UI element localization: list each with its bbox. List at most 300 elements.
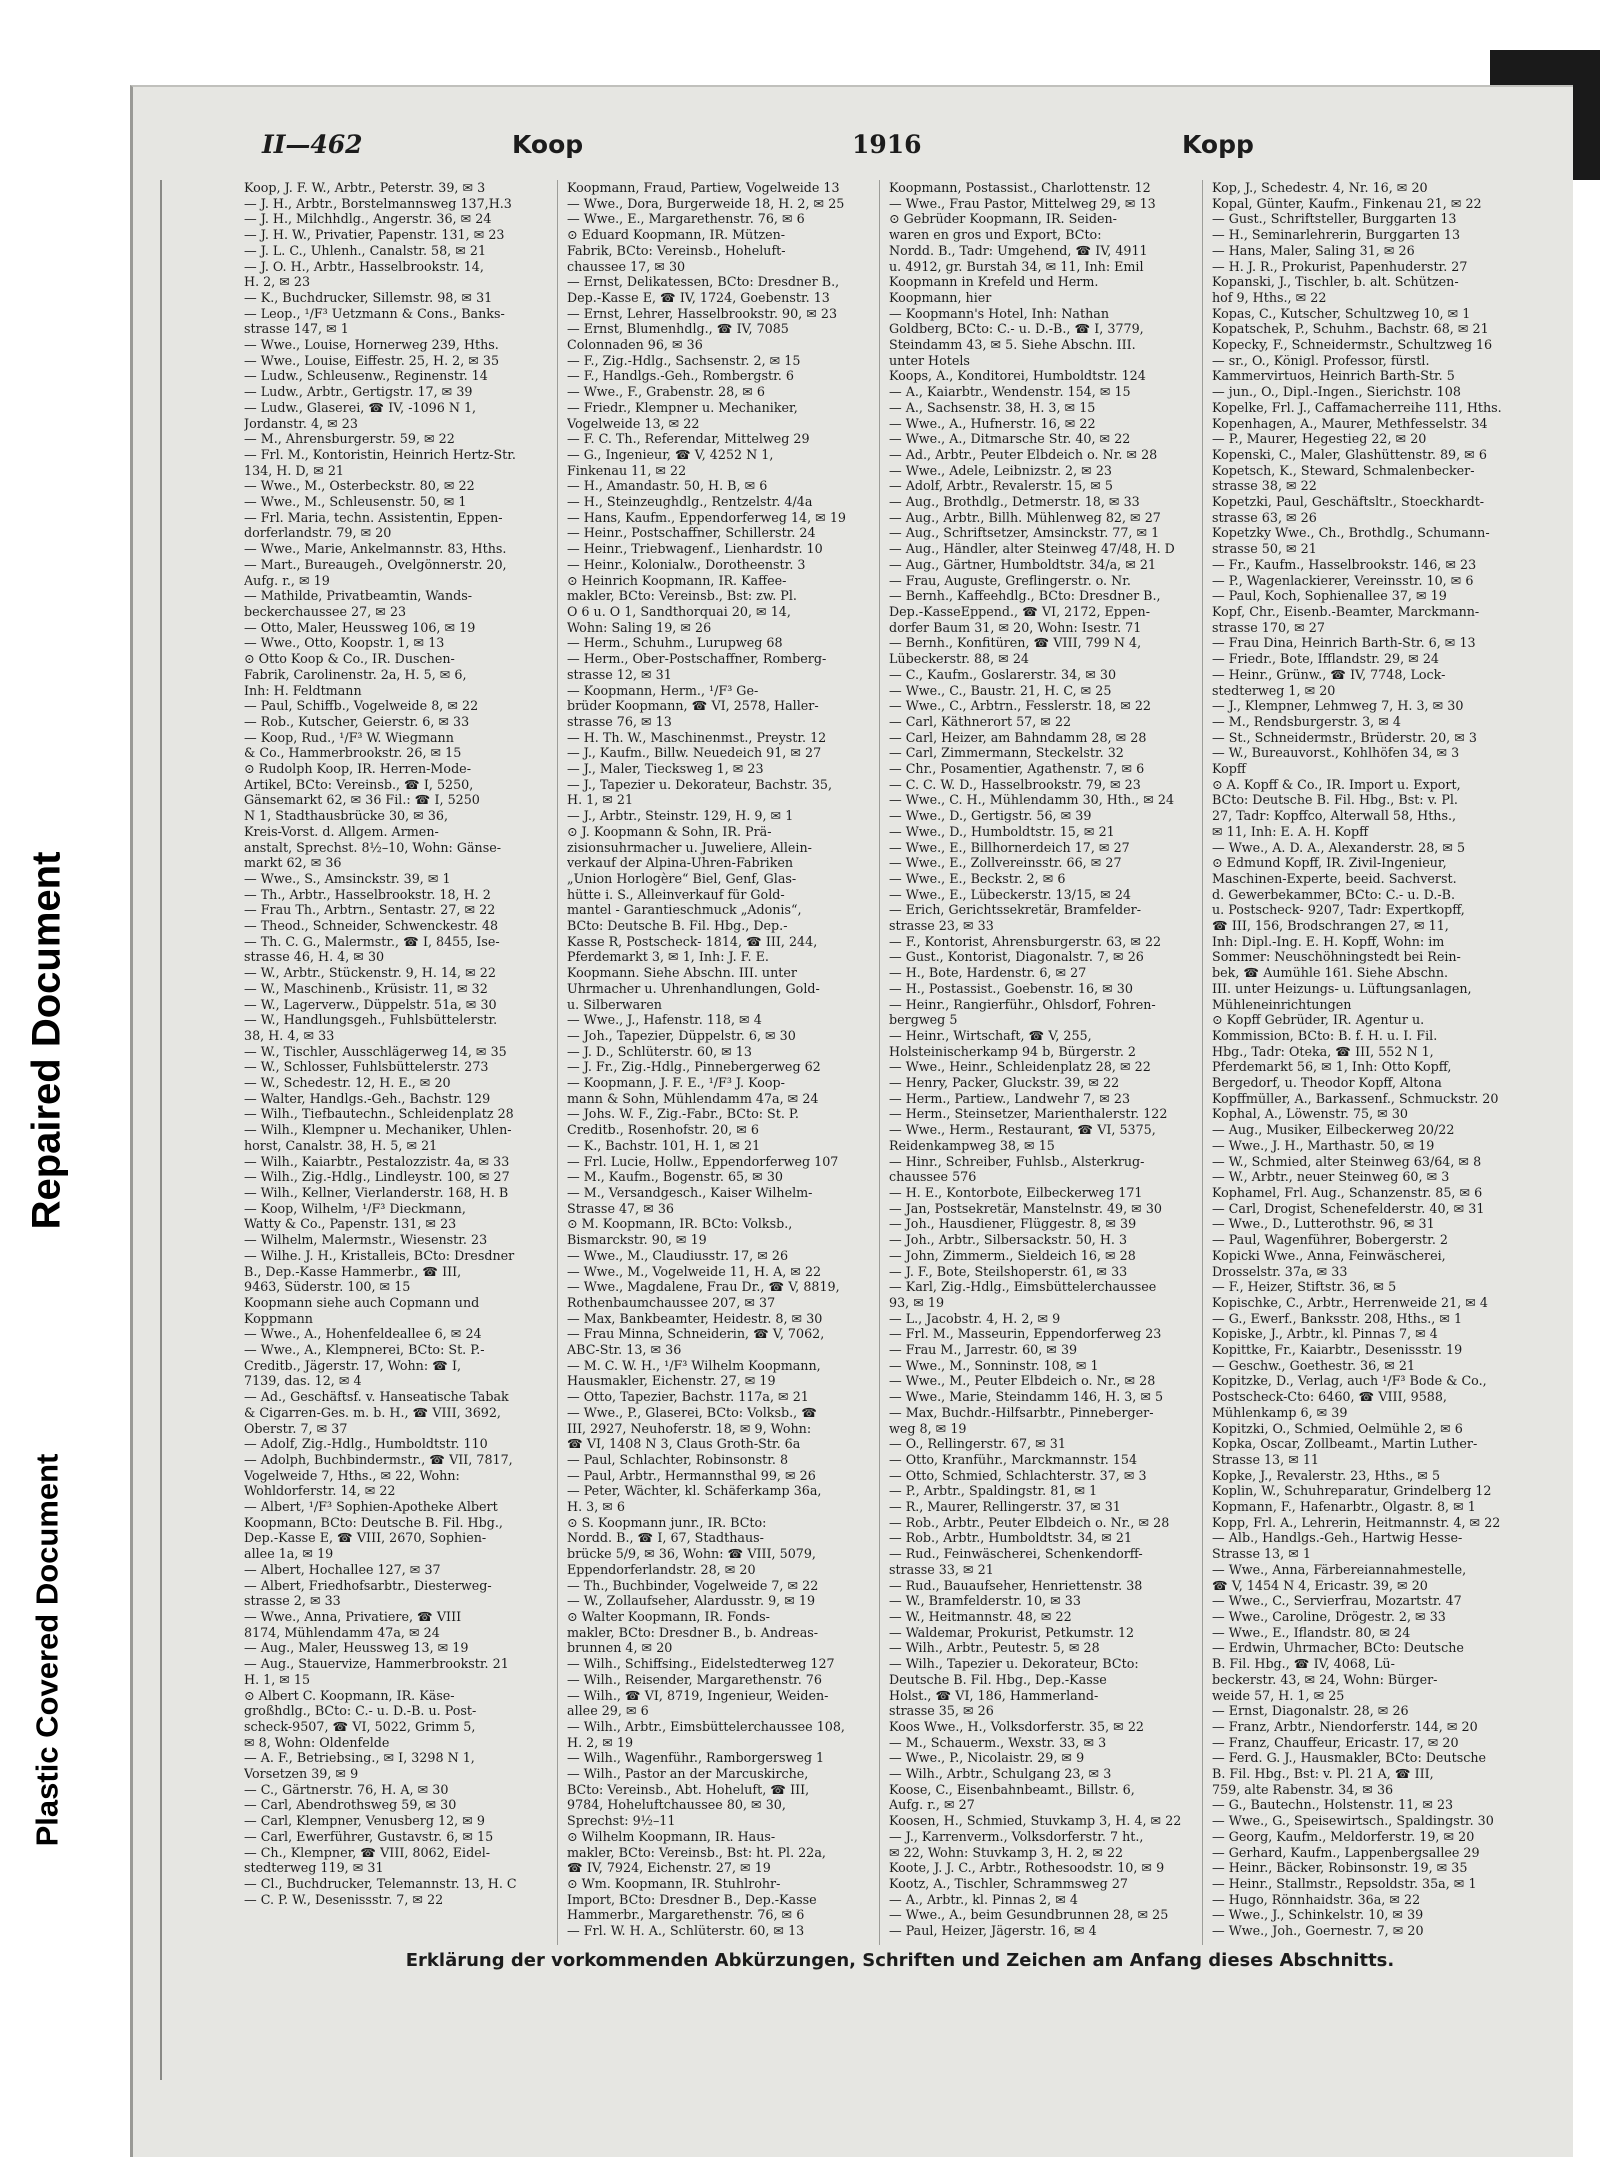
directory-entry: Wohldorferstr. 14, ✉ 22 [244, 1483, 396, 1499]
directory-entry: Kopelke, Frl. J., Caffamacherreihe 111, Hths. [1212, 399, 1502, 415]
directory-entry: Maschinen-Experte, beeid. Sachverst. [1212, 870, 1457, 886]
directory-entry: — Wilhelm, Malermstr., Wiesenstr. 23 [244, 1232, 488, 1248]
directory-entry: ⊙ Wm. Koopmann, IR. Stuhlrohr- [567, 1875, 781, 1891]
directory-entry: Fabrik, Carolinenstr. 2a, H. 5, ✉ 6, [244, 666, 467, 682]
directory-entry: — Carl, Käthnerort 57, ✉ 22 [889, 713, 1072, 729]
directory-entry: — Wilh., Reisender, Margarethenstr. 76 [567, 1671, 822, 1687]
directory-entry: Sommer: Neuschöhningstedt bei Rein- [1212, 949, 1461, 965]
column-divider [879, 180, 880, 1945]
directory-columns [244, 180, 1512, 1945]
directory-entry: dorferlandstr. 79, ✉ 20 [244, 525, 392, 541]
directory-entry: Kop, J., Schedestr. 4, Nr. 16, ✉ 20 [1212, 180, 1428, 195]
directory-entry: — Heinr., Rangierführ., Ohlsdorf, Fohren- [889, 996, 1156, 1012]
directory-entry: Kommission, BCto: B. f. H. u. I. Fil. [1212, 1027, 1438, 1043]
directory-entry: — Wwe., Louise, Eiffestr. 25, H. 2, ✉ 35 [244, 352, 500, 368]
directory-entry: — Wwe., Magdalene, Frau Dr., ☎ V, 8819, [567, 1279, 840, 1295]
directory-entry: Hammerbr., Margarethenstr. 76, ✉ 6 [567, 1907, 805, 1923]
directory-entry: — Otto, Maler, Heussweg 106, ✉ 19 [244, 619, 476, 635]
directory-entry: — Friedr., Klempner u. Mechaniker, [567, 399, 798, 415]
directory-entry: — Wwe., J., Schinkelstr. 10, ✉ 39 [1212, 1907, 1424, 1923]
directory-entry: Inh: Dipl.-Ing. E. H. Kopff, Wohn: im [1212, 933, 1445, 949]
directory-entry: Strasse 13, ✉ 1 [1212, 1546, 1311, 1562]
directory-entry: — W., Arbtr., Stückenstr. 9, H. 14, ✉ 22 [244, 965, 496, 981]
directory-entry: — O., Rellingerstr. 67, ✉ 31 [889, 1436, 1066, 1452]
directory-entry: Aufg. r., ✉ 19 [244, 572, 330, 588]
directory-entry: — H. J. R., Prokurist, Papenhuderstr. 27 [1212, 258, 1468, 274]
directory-entry: — Wwe., Marie, Steindamm 146, H. 3, ✉ 5 [889, 1389, 1164, 1405]
directory-entry: Uhrmacher u. Uhrenhandlungen, Gold- [567, 980, 820, 996]
directory-entry: — Aug., Arbtr., Billh. Mühlenweg 82, ✉ 27 [889, 509, 1161, 525]
directory-entry: — Frau Th., Arbtrn., Sentastr. 27, ✉ 22 [244, 902, 496, 918]
directory-entry: bergweg 5 [889, 1012, 958, 1028]
directory-entry: — M. C. W. H., ¹/F³ Wilhelm Koopmann, [567, 1357, 821, 1373]
directory-entry: Kopatschek, P., Schuhm., Bachstr. 68, ✉ 21 [1212, 321, 1489, 337]
directory-column-1 [244, 180, 544, 1945]
directory-entry: — Wwe., F., Grabenstr. 28, ✉ 6 [567, 384, 766, 400]
directory-entry: — Wwe., A., Hufnerstr. 16, ✉ 22 [889, 415, 1096, 431]
directory-entry: — Wwe., S., Amsinckstr. 39, ✉ 1 [244, 870, 451, 886]
directory-entry: mantel - Garantieschmuck „Adonis“, [567, 902, 802, 918]
directory-entry: N 1, Stadthausbrücke 30, ✉ 36, [244, 808, 449, 824]
directory-entry: — Th., Arbtr., Hasselbrookstr. 18, H. 2 [244, 886, 491, 902]
directory-entry: — Otto, Kranführ., Marckmannstr. 154 [889, 1451, 1138, 1467]
directory-entry: Import, BCto: Dresdner B., Dep.-Kasse [567, 1891, 817, 1907]
directory-entry: — Wwe., M., Osterbeckstr. 80, ✉ 22 [244, 478, 475, 494]
directory-entry: — Wwe., Anna, Färbereiannahmestelle, [1212, 1561, 1467, 1577]
directory-entry: Finkenau 11, ✉ 22 [567, 462, 687, 478]
directory-entry: — Frau M., Jarrestr. 60, ✉ 39 [889, 1342, 1078, 1358]
directory-entry: — Bernh., Kaffeehdlg., BCto: Dresdner B., [889, 588, 1161, 604]
directory-entry: weg 8, ✉ 19 [889, 1420, 967, 1436]
directory-entry: Lübeckerstr. 88, ✉ 24 [889, 651, 1029, 667]
directory-entry: — W., Bramfelderstr. 10, ✉ 33 [889, 1593, 1081, 1609]
directory-entry: — A., Kaiarbtr., Wendenstr. 154, ✉ 15 [889, 384, 1131, 400]
directory-entry: Koosen, H., Schmied, Stuvkamp 3, H. 4, ✉ 22 [889, 1813, 1182, 1829]
directory-entry: brücke 5/9, ✉ 36, Wohn: ☎ VIII, 5079, [567, 1546, 816, 1562]
directory-entry: — Frau, Auguste, Greflingerstr. o. Nr. [889, 572, 1131, 588]
directory-entry: — Wilh., Arbtr., Peutestr. 5, ✉ 28 [889, 1640, 1100, 1656]
directory-entry: — Ludw., Arbtr., Gertigstr. 17, ✉ 39 [244, 384, 473, 400]
directory-entry: — C., Gärtnerstr. 76, H. A, ✉ 30 [244, 1781, 449, 1797]
directory-entry: — C. P. W., Desenissstr. 7, ✉ 22 [244, 1891, 444, 1907]
directory-entry: — Herm., Partiew., Landwehr 7, ✉ 23 [889, 1090, 1131, 1106]
directory-entry: hütte i. S., Alleinverkauf für Gold- [567, 886, 785, 902]
directory-entry: Koplin, W., Schuhreparatur, Grindelberg 12 [1212, 1483, 1492, 1499]
directory-entry: bek, ☎ Aumühle 161. Siehe Abschn. [1212, 965, 1449, 981]
directory-entry: — Ernst, Blumenhdlg., ☎ IV, 7085 [567, 321, 789, 337]
directory-entry: — Rud., Bauaufseher, Henriettenstr. 38 [889, 1577, 1143, 1593]
directory-entry: Kopmann, F., Hafenarbtr., Olgastr. 8, ✉ 1 [1212, 1499, 1476, 1515]
directory-entry: — J. O. H., Arbtr., Hasselbrookstr. 14, [244, 258, 484, 274]
directory-column-3 [889, 180, 1189, 1945]
directory-entry: — Hugo, Rönnhaidstr. 36a, ✉ 22 [1212, 1891, 1421, 1907]
directory-entry: H. 3, ✉ 6 [567, 1499, 626, 1515]
directory-entry: ⊙ S. Koopmann junr., IR. BCto: [567, 1514, 767, 1530]
directory-entry: brüder Koopmann, ☎ VI, 2578, Haller- [567, 698, 819, 714]
directory-entry: 38, H. 4, ✉ 33 [244, 1027, 335, 1043]
directory-entry: — Aug., Maler, Heussweg 13, ✉ 19 [244, 1640, 469, 1656]
directory-entry: — Frau Minna, Schneiderin, ☎ V, 7062, [567, 1326, 825, 1342]
directory-entry: — Rob., Arbtr., Humboldtstr. 34, ✉ 21 [889, 1530, 1133, 1546]
directory-entry: — Bernh., Konfitüren, ☎ VIII, 799 N 4, [889, 635, 1142, 651]
directory-entry: — Wwe., C., Arbtrn., Fesslerstr. 18, ✉ 22 [889, 698, 1151, 714]
directory-entry: — Ad., Arbtr., Peuter Elbdeich o. Nr. ✉ 28 [889, 446, 1158, 462]
directory-entry: — A. F., Betriebsing., ✉ I, 3298 N 1, [244, 1750, 475, 1766]
directory-entry: — Wwe., Louise, Hornerweg 239, Hths. [244, 337, 499, 353]
directory-entry: Kopenhagen, A., Maurer, Methfesselstr. 34 [1212, 415, 1488, 431]
directory-entry: — Wwe., Frau Pastor, Mittelweg 29, ✉ 13 [889, 195, 1156, 211]
directory-entry: B. Fil. Hbg., Bst: v. Pl. 21 A, ☎ III, [1212, 1766, 1434, 1782]
directory-entry: — Wwe., M., Sonninstr. 108, ✉ 1 [889, 1357, 1099, 1373]
directory-entry: — W., Arbtr., neuer Steinweg 60, ✉ 3 [1212, 1169, 1450, 1185]
directory-entry: — J. F., Bote, Steilshoperstr. 61, ✉ 33 [889, 1263, 1128, 1279]
directory-entry: Bergedorf, u. Theodor Kopff, Altona [1212, 1075, 1442, 1091]
directory-entry: — W., Schlosser, Fuhlsbüttelerstr. 273 [244, 1059, 489, 1075]
directory-entry: III, 2927, Neuhoferstr. 18, ✉ 9, Wohn: [567, 1420, 812, 1436]
directory-entry: — K., Bachstr. 101, H. 1, ✉ 21 [567, 1137, 761, 1153]
directory-entry: Watty & Co., Papenstr. 131, ✉ 23 [244, 1216, 457, 1232]
directory-entry: strasse 33, ✉ 21 [889, 1561, 994, 1577]
directory-entry: — Fr., Kaufm., Hasselbrookstr. 146, ✉ 23 [1212, 556, 1477, 572]
directory-entry: — M., Rendsburgerstr. 3, ✉ 4 [1212, 713, 1401, 729]
directory-entry: u. Postscheck- 9207, Tadr: Expertkopff, [1212, 902, 1465, 918]
side-labels [0, 0, 130, 2177]
directory-entry: Kopetzki, Paul, Geschäftsltr., Stoeckhardt- [1212, 494, 1485, 510]
directory-entry: — Heinr., Kolonialw., Dorotheenstr. 3 [567, 556, 806, 572]
directory-entry: — Gust., Kontorist, Diagonalstr. 7, ✉ 26 [889, 949, 1144, 965]
directory-entry: — Rob., Arbtr., Peuter Elbdeich o. Nr., ✉ 28 [889, 1514, 1170, 1530]
directory-entry: — Alb., Handlgs.-Geh., Hartwig Hesse- [1212, 1530, 1463, 1546]
directory-entry: ⊙ Kopff Gebrüder, IR. Agentur u. [1212, 1012, 1425, 1028]
directory-entry: Kophal, A., Löwenstr. 75, ✉ 30 [1212, 1106, 1408, 1122]
directory-entry: Creditb., Rosenhofstr. 20, ✉ 6 [567, 1122, 759, 1138]
directory-entry: — H., Postassist., Goebenstr. 16, ✉ 30 [889, 980, 1133, 996]
directory-entry: — Friedr., Bote, Ifflandstr. 29, ✉ 24 [1212, 651, 1439, 667]
directory-entry: — J., Klempner, Lehmweg 7, H. 3, ✉ 30 [1212, 698, 1464, 714]
directory-entry: — L., Jacobstr. 4, H. 2, ✉ 9 [889, 1310, 1061, 1326]
directory-entry: markt 62, ✉ 36 [244, 855, 342, 871]
directory-entry: — W., Heitmannstr. 48, ✉ 22 [889, 1608, 1072, 1624]
directory-entry: — Waldemar, Prokurist, Petkumstr. 12 [889, 1624, 1135, 1640]
directory-entry: makler, BCto: Vereinsb., Bst: ht. Pl. 22a, [567, 1844, 826, 1860]
directory-entry: Postscheck-Cto: 6460, ☎ VIII, 9588, [1212, 1389, 1447, 1405]
directory-entry: — P., Maurer, Hegestieg 22, ✉ 20 [1212, 431, 1427, 447]
directory-entry: Koos Wwe., H., Volksdorferstr. 35, ✉ 22 [889, 1718, 1144, 1734]
directory-entry: ⊙ Otto Koop & Co., IR. Duschen- [244, 651, 455, 667]
directory-entry: — J. H., Milchhdlg., Angerstr. 36, ✉ 24 [244, 211, 492, 227]
directory-entry: — Wwe., E., Beckstr. 2, ✉ 6 [889, 870, 1066, 886]
directory-entry: scheck-9507, ☎ VI, 5022, Grimm 5, [244, 1718, 476, 1734]
directory-entry: — Gerhard, Kaufm., Lappenbergsallee 29 [1212, 1844, 1480, 1860]
directory-entry: — Otto, Tapezier, Bachstr. 117a, ✉ 21 [567, 1389, 809, 1405]
directory-entry: — Wwe., C., Baustr. 21, H. C, ✉ 25 [889, 682, 1112, 698]
directory-entry: mann & Sohn, Mühlendamm 47a, ✉ 24 [567, 1090, 819, 1106]
directory-entry: — Carl, Abendrothsweg 59, ✉ 30 [244, 1797, 457, 1813]
page-header [262, 130, 1502, 170]
directory-entry: — Wwe., J. H., Marthastr. 50, ✉ 19 [1212, 1137, 1435, 1153]
directory-entry: ☎ III, 156, Brodschrangen 27, ✉ 11, [1212, 918, 1449, 934]
directory-entry: — Leop., ¹/F³ Uetzmann & Cons., Banks- [244, 305, 505, 321]
directory-entry: waren en gros und Export, BCto: [889, 227, 1102, 243]
directory-entry: B., Dep.-Kasse Hammerbr., ☎ III, [244, 1263, 462, 1279]
directory-entry: — Wwe., E., Lübeckerstr. 13/15, ✉ 24 [889, 886, 1131, 902]
directory-entry: — Wilh., Kaiarbtr., Pestalozzistr. 4a, ✉ 33 [244, 1153, 510, 1169]
directory-entry: — Herm., Steinsetzer, Marienthalerstr. 122 [889, 1106, 1168, 1122]
directory-entry: — Paul, Schlachter, Robinsonstr. 8 [567, 1451, 789, 1467]
directory-entry: — Ferd. G. J., Hausmakler, BCto: Deutsche [1212, 1750, 1486, 1766]
directory-entry: — Aug., Händler, alter Steinweg 47/48, H. D [889, 541, 1175, 557]
directory-entry: — Joh., Arbtr., Silbersackstr. 50, H. 3 [889, 1232, 1128, 1248]
directory-entry: „Union Horlogère“ Biel, Genf, Glas- [567, 870, 797, 886]
directory-entry: — Wwe., E., Iflandstr. 80, ✉ 24 [1212, 1624, 1411, 1640]
directory-entry: — Heinr., Bäcker, Robinsonstr. 19, ✉ 35 [1212, 1860, 1468, 1876]
directory-entry: großhdlg., BCto: C.- u. D.-B. u. Post- [244, 1703, 477, 1719]
directory-entry: Dep.-Kasse E, ☎ VIII, 2670, Sophien- [244, 1530, 487, 1546]
directory-entry: Colonnaden 96, ✉ 36 [567, 337, 703, 353]
directory-entry: — Heinr., Grünw., ☎ IV, 7748, Lock- [1212, 666, 1446, 682]
directory-entry: Dep.-KasseEppend., ☎ VI, 2172, Eppen- [889, 603, 1151, 619]
directory-entry: Holsteinischerkamp 94 b, Bürgerstr. 2 [889, 1043, 1137, 1059]
directory-entry: u. 4912, gr. Burstah 34, ✉ 11, Inh: Emil [889, 258, 1144, 274]
directory-entry: — Wwe., J., Hafenstr. 118, ✉ 4 [567, 1012, 762, 1028]
directory-entry: — Wwe., P., Glaserei, BCto: Volksb., ☎ [567, 1404, 817, 1420]
directory-entry: — Ludw., Schleusenw., Reginenstr. 14 [244, 368, 488, 384]
directory-entry: brunnen 4, ✉ 20 [567, 1640, 673, 1656]
directory-entry: — Ernst, Delikatessen, BCto: Dresdner B., [567, 274, 840, 290]
directory-entry: strasse 23, ✉ 33 [889, 918, 994, 934]
directory-entry: — J. H. W., Privatier, Papenstr. 131, ✉ 23 [244, 227, 505, 243]
directory-entry: Rothenbaumchaussee 207, ✉ 37 [567, 1294, 776, 1310]
directory-entry: hof 9, Hths., ✉ 22 [1212, 289, 1327, 305]
directory-entry: — F., Kontorist, Ahrensburgerstr. 63, ✉ 22 [889, 933, 1162, 949]
directory-entry: Koopmann in Krefeld und Herm. [889, 274, 1099, 290]
directory-entry: ⊙ A. Kopff & Co., IR. Import u. Export, [1212, 776, 1461, 792]
directory-entry: Sprechst: 9½–11 [567, 1813, 676, 1829]
directory-entry: weide 57, H. 1, ✉ 25 [1212, 1687, 1345, 1703]
directory-entry: Koopmann, Fraud, Partiew, Vogelweide 13 [567, 180, 840, 195]
directory-entry: Dep.-Kasse E, ☎ IV, 1724, Goebenstr. 13 [567, 289, 830, 305]
directory-entry: — J. D., Schlüterstr. 60, ✉ 13 [567, 1043, 752, 1059]
directory-entry: — Paul, Heizer, Jägerstr. 16, ✉ 4 [889, 1923, 1097, 1939]
directory-entry: — Cl., Buchdrucker, Telemannstr. 13, H. C [244, 1875, 517, 1891]
directory-entry: — Herm., Schuhm., Lurupweg 68 [567, 635, 783, 651]
directory-entry: — Wilh., Tiefbautechn., Schleidenplatz 28 [244, 1106, 514, 1122]
directory-entry: — Ernst, Diagonalstr. 28, ✉ 26 [1212, 1703, 1409, 1719]
header-year: 1916 [852, 130, 922, 159]
directory-entry: — Wwe., M., Claudiusstr. 17, ✉ 26 [567, 1247, 789, 1263]
directory-entry: — Koop, Rud., ¹/F³ W. Wiegmann [244, 729, 454, 745]
directory-entry: — Heinr., Stallmstr., Repsoldstr. 35a, ✉ 1 [1212, 1875, 1477, 1891]
directory-entry: Kopetsch, K., Steward, Schmalenbecker- [1212, 462, 1475, 478]
page-binding-edge [160, 180, 162, 2080]
directory-entry: beckerchaussee 27, ✉ 23 [244, 603, 407, 619]
directory-entry: ⊙ M. Koopmann, IR. BCto: Volksb., [567, 1216, 793, 1232]
directory-entry: — Wwe., A., beim Gesundbrunnen 28, ✉ 25 [889, 1907, 1169, 1923]
directory-entry: — Johs. W. F., Zig.-Fabr., BCto: St. P. [567, 1106, 799, 1122]
directory-entry: Kopffmüller, A., Barkassenf., Schmuckstr. 20 [1212, 1090, 1499, 1106]
directory-entry: — Wwe., A., Klempnerei, BCto: St. P.- [244, 1342, 485, 1358]
directory-entry: — Wwe., Heinr., Schleidenplatz 28, ✉ 22 [889, 1059, 1151, 1075]
directory-column-2 [567, 180, 867, 1945]
directory-entry: Kootz, A., Tischler, Schrammsweg 27 [889, 1875, 1128, 1891]
directory-entry: — F., Zig.-Hdlg., Sachsenstr. 2, ✉ 15 [567, 352, 801, 368]
directory-entry: H. 1, ✉ 15 [244, 1671, 311, 1687]
directory-entry: — Wwe., Otto, Koopstr. 1, ✉ 13 [244, 635, 445, 651]
directory-entry: — J. H., Arbtr., Borstelmannsweg 137,H.3 [244, 195, 512, 211]
directory-entry: Vogelweide 13, ✉ 22 [567, 415, 700, 431]
directory-entry: Steindamm 43, ✉ 5. Siehe Abschn. III. [889, 337, 1136, 353]
directory-entry: — Wilh., Wagenführ., Ramborgersweg 1 [567, 1750, 825, 1766]
directory-column-4 [1212, 180, 1512, 1945]
directory-entry: — Carl, Klempner, Venusberg 12, ✉ 9 [244, 1813, 485, 1829]
directory-entry: — Joh., Hausdiener, Flüggestr. 8, ✉ 39 [889, 1216, 1137, 1232]
directory-entry: — Chr., Posamentier, Agathenstr. 7, ✉ 6 [889, 761, 1145, 777]
directory-entry: verkauf der Alpina-Uhren-Fabriken [567, 855, 794, 871]
directory-entry: — Ch., Klempner, ☎ VIII, 8062, Eidel- [244, 1844, 491, 1860]
directory-entry: — Otto, Schmied, Schlachterstr. 37, ✉ 3 [889, 1467, 1147, 1483]
directory-entry: ✉ 11, Inh: E. A. H. Kopff [1212, 823, 1369, 839]
directory-entry: — St., Schneidermstr., Brüderstr. 20, ✉ 3 [1212, 729, 1477, 745]
directory-entry: strasse 2, ✉ 33 [244, 1593, 341, 1609]
directory-entry: Gänsemarkt 62, ✉ 36 Fil.: ☎ I, 5250 [244, 792, 480, 808]
directory-entry: — P., Wagenlackierer, Vereinsstr. 10, ✉ 6 [1212, 572, 1474, 588]
directory-entry: — Carl, Heizer, am Bahndamm 28, ✉ 28 [889, 729, 1147, 745]
directory-entry: 27, Tadr: Kopffco, Alterwall 58, Hths., [1212, 808, 1457, 824]
directory-entry: Kopicki Wwe., Anna, Feinwäscherei, [1212, 1247, 1446, 1263]
directory-entry: — M., Kaufm., Bogenstr. 65, ✉ 30 [567, 1169, 783, 1185]
directory-entry: — Wilh., Pastor an der Marcuskirche, [567, 1766, 809, 1782]
directory-entry: — Wwe., D., Gertigstr. 56, ✉ 39 [889, 808, 1092, 824]
directory-entry: — Wwe., D., Humboldtstr. 15, ✉ 21 [889, 823, 1115, 839]
directory-entry: Jordanstr. 4, ✉ 23 [244, 415, 358, 431]
directory-entry: — Aug., Gärtner, Humboldtstr. 34/a, ✉ 21 [889, 556, 1157, 572]
repaired-document-text: Repaired Document [24, 851, 69, 1229]
directory-entry: — J., Karrenverm., Volksdorferstr. 7 ht., [889, 1828, 1144, 1844]
directory-entry: BCto: Deutsche B. Fil. Hbg., Bst: v. Pl. [1212, 792, 1458, 808]
directory-entry: Artikel, BCto: Vereinsb., ☎ I, 5250, [244, 776, 474, 792]
directory-entry: horst, Canalstr. 38, H. 5, ✉ 21 [244, 1137, 438, 1153]
directory-entry: ⊙ J. Koopmann & Sohn, IR. Prä- [567, 823, 772, 839]
directory-entry: — M., Versandgesch., Kaiser Wilhelm- [567, 1185, 813, 1200]
directory-entry: — J., Arbtr., Steinstr. 129, H. 9, ✉ 1 [567, 808, 794, 824]
directory-entry: — H., Amandastr. 50, H. B, ✉ 6 [567, 478, 768, 494]
directory-entry: — Wilh., Zig.-Hdlg., Lindleystr. 100, ✉ 27 [244, 1169, 510, 1185]
directory-entry: Fabrik, BCto: Vereinsb., Hoheluft- [567, 242, 786, 258]
directory-entry: Kopenski, C., Maler, Glashüttenstr. 89, ✉ 6 [1212, 446, 1487, 462]
directory-entry: — Frl. Maria, techn. Assistentin, Eppen- [244, 509, 503, 525]
directory-entry: & Cigarren-Ges. m. b. H., ☎ VIII, 3692, [244, 1404, 501, 1420]
directory-entry: — Heinr., Postschaffner, Schillerstr. 24 [567, 525, 816, 541]
directory-entry: — R., Maurer, Rellingerstr. 37, ✉ 31 [889, 1499, 1121, 1515]
directory-entry: — C. C. W. D., Hasselbrookstr. 79, ✉ 23 [889, 776, 1141, 792]
directory-entry: — F., Handlgs.-Geh., Rombergstr. 6 [567, 368, 794, 384]
column-divider [557, 180, 558, 1945]
directory-entry: Reidenkampweg 38, ✉ 15 [889, 1137, 1055, 1153]
directory-entry: — Georg, Kaufm., Meldorferstr. 19, ✉ 20 [1212, 1828, 1475, 1844]
directory-entry: ABC-Str. 13, ✉ 36 [567, 1342, 682, 1358]
directory-entry: — H. E., Kontorbote, Eilbeckerweg 171 [889, 1185, 1143, 1200]
directory-entry: — Wwe., M., Peuter Elbdeich o. Nr., ✉ 28 [889, 1373, 1156, 1389]
directory-entry: ⊙ Albert C. Koopmann, IR. Käse- [244, 1687, 455, 1703]
directory-entry: Kopischke, C., Arbtr., Herrenweide 21, ✉ 4 [1212, 1294, 1488, 1310]
directory-entry: 93, ✉ 19 [889, 1294, 945, 1310]
directory-entry: strasse 38, ✉ 22 [1212, 478, 1317, 494]
directory-entry: — Wwe., M., Vogelweide 11, H. A, ✉ 22 [567, 1263, 822, 1279]
directory-entry: — J., Maler, Tiecksweg 1, ✉ 23 [567, 761, 764, 777]
directory-entry: — Franz, Chauffeur, Ericastr. 17, ✉ 20 [1212, 1734, 1459, 1750]
directory-entry: — Theod., Schneider, Schwenckestr. 48 [244, 918, 499, 934]
directory-entry: Aufg. r., ✉ 27 [889, 1797, 975, 1813]
directory-entry: — Th. C. G., Malermstr., ☎ I, 8455, Ise- [244, 933, 500, 949]
directory-entry: — M., Schauerm., Wexstr. 33, ✉ 3 [889, 1734, 1107, 1750]
directory-entry: dorfer Baum 31, ✉ 20, Wohn: Isestr. 71 [889, 619, 1142, 635]
directory-entry: Deutsche B. Fil. Hbg., Dep.-Kasse [889, 1671, 1107, 1687]
directory-entry: — Wilh., Schiffsing., Eidelstedterweg 127 [567, 1656, 835, 1672]
directory-entry: Koops, A., Konditorei, Humboldtstr. 124 [889, 368, 1146, 384]
directory-entry: Kopf, Chr., Eisenb.-Beamter, Marckmann- [1212, 603, 1480, 619]
directory-entry: — Wilh., Arbtr., Eimsbüttelerchaussee 108, [567, 1718, 845, 1734]
directory-entry: strasse 63, ✉ 26 [1212, 509, 1317, 525]
directory-entry: makler, BCto: Dresdner B., b. Andreas- [567, 1624, 819, 1640]
directory-entry: — Aug., Stauervize, Hammerbrookstr. 21 [244, 1656, 509, 1672]
directory-entry: — Wwe., Caroline, Drögestr. 2, ✉ 33 [1212, 1608, 1446, 1624]
directory-entry: ✉ 22, Wohn: Stuvkamp 3, H. 2, ✉ 22 [889, 1844, 1124, 1860]
directory-entry: — Wwe., Herm., Restaurant, ☎ VI, 5375, [889, 1122, 1156, 1138]
plastic-covered-label [22, 1370, 72, 1930]
directory-entry: — jun., O., Dipl.-Ingen., Sierichstr. 108 [1212, 384, 1461, 400]
directory-entry: B. Fil. Hbg., ☎ IV, 4068, Lü- [1212, 1656, 1395, 1672]
directory-entry: strasse 76, ✉ 13 [567, 713, 672, 729]
directory-entry: — Wwe., A., Ditmarsche Str. 40, ✉ 22 [889, 431, 1131, 447]
directory-entry: — H., Seminarlehrerin, Burggarten 13 [1212, 227, 1461, 243]
directory-entry: H. 1, ✉ 21 [567, 792, 634, 808]
directory-entry: — Wwe., M., Schleusenstr. 50, ✉ 1 [244, 494, 467, 510]
directory-entry: Kopecky, F., Schneidermstr., Schultzweg 16 [1212, 337, 1493, 353]
directory-entry: — Paul, Koch, Sophienallee 37, ✉ 19 [1212, 588, 1447, 604]
directory-entry: — Rob., Kutscher, Geierstr. 6, ✉ 33 [244, 713, 470, 729]
directory-entry: — Franz, Arbtr., Niendorferstr. 144, ✉ 20 [1212, 1718, 1478, 1734]
directory-entry: Creditb., Jägerstr. 17, Wohn: ☎ I, [244, 1357, 462, 1373]
directory-entry: Strasse 47, ✉ 36 [567, 1200, 675, 1216]
directory-entry: — Wwe., C. H., Mühlendamm 30, Hth., ✉ 24 [889, 792, 1175, 808]
directory-entry: — Wwe., E., Zollvereinsstr. 66, ✉ 27 [889, 855, 1122, 871]
directory-entry: — H., Steinzeughdlg., Rentzelstr. 4/4a [567, 494, 813, 510]
directory-entry: — J. Fr., Zig.-Hdlg., Pinnebergerweg 62 [567, 1059, 821, 1075]
directory-entry: — Frl. Lucie, Hollw., Eppendorferweg 107 [567, 1153, 839, 1169]
directory-entry: ☎ VI, 1408 N 3, Claus Groth-Str. 6a [567, 1436, 801, 1452]
directory-entry: 134, H. D, ✉ 21 [244, 462, 345, 478]
directory-entry: — Koopmann, J. F. E., ¹/F³ J. Koop- [567, 1075, 785, 1091]
directory-entry: — Frl. M., Masseurin, Eppendorferweg 23 [889, 1326, 1162, 1342]
directory-entry: Kopittke, Fr., Kaiarbtr., Desenissstr. 19 [1212, 1342, 1463, 1358]
directory-entry: Holst., ☎ VI, 186, Hammerland- [889, 1687, 1099, 1703]
directory-entry: — Aug., Brothdlg., Detmerstr. 18, ✉ 33 [889, 494, 1140, 510]
directory-entry: — Walter, Handlgs.-Geh., Bachstr. 129 [244, 1090, 491, 1106]
directory-entry: anstalt, Sprechst. 8½–10, Wohn: Gänse- [244, 839, 502, 855]
directory-entry: — Geschw., Goethestr. 36, ✉ 21 [1212, 1357, 1416, 1373]
directory-entry: — John, Zimmerm., Sieldeich 16, ✉ 28 [889, 1247, 1136, 1263]
directory-entry: Kopanski, J., Tischler, b. alt. Schützen- [1212, 274, 1459, 290]
repaired-document-label [22, 760, 72, 1320]
directory-entry: Kopal, Günter, Kaufm., Finkenau 21, ✉ 22 [1212, 195, 1482, 211]
directory-entry: — Th., Buchbinder, Vogelweide 7, ✉ 22 [567, 1577, 819, 1593]
directory-entry: strasse 46, H. 4, ✉ 30 [244, 949, 385, 965]
directory-entry: BCto: Deutsche B. Fil. Hbg., Dep.- [567, 918, 788, 934]
directory-entry: — Wwe., A. D. A., Alexanderstr. 28, ✉ 5 [1212, 839, 1466, 855]
directory-entry: — Carl, Drogist, Schenefelderstr. 40, ✉ 31 [1212, 1200, 1485, 1216]
directory-entry: Kopke, J., Revalerstr. 23, Hths., ✉ 5 [1212, 1467, 1441, 1483]
directory-entry: — Koopmann, Herm., ¹/F³ Ge- [567, 682, 759, 698]
